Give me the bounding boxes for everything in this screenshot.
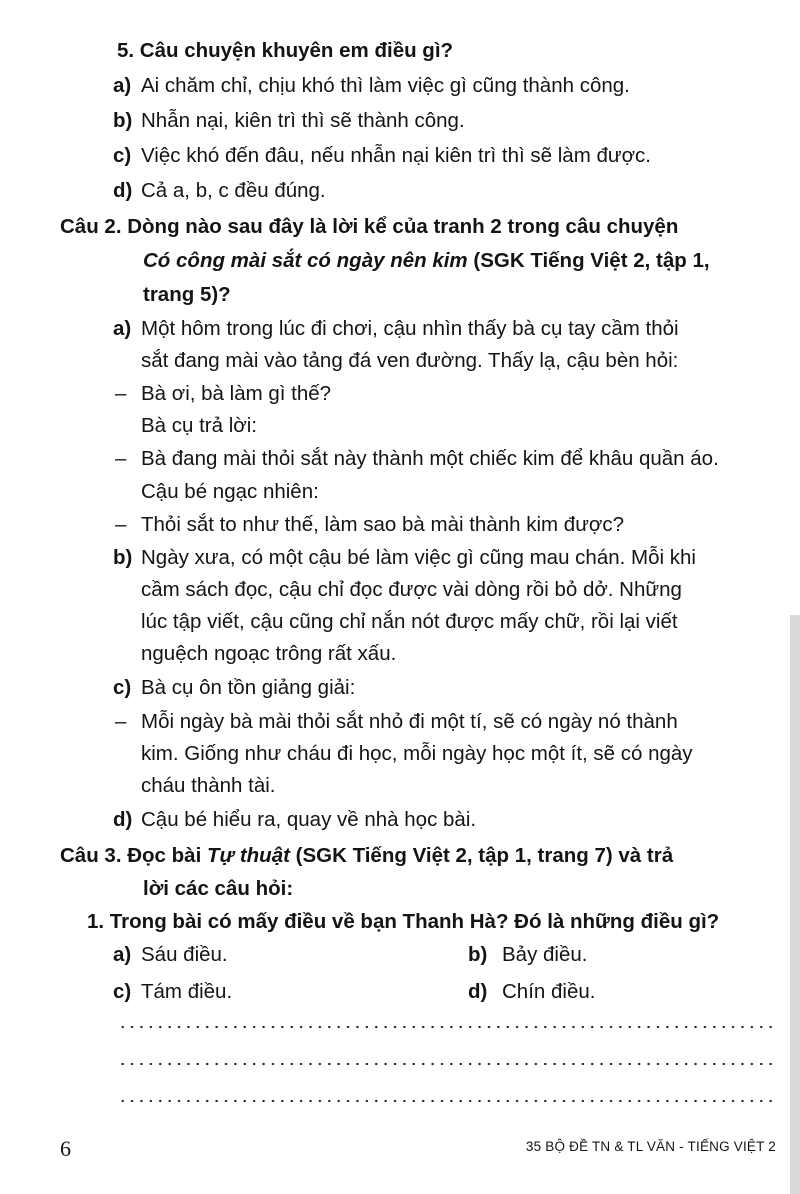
option-b-continued: nguệch ngoạc trông rất xấu. (141, 642, 397, 665)
option-a (113, 316, 679, 342)
dialogue-continued: cháu thành tài. (141, 774, 276, 797)
option-text: Bảy điều. (502, 943, 588, 966)
option-label: b) (113, 109, 133, 132)
dialogue-text: Mỗi ngày bà mài thỏi sắt nhỏ đi một tí, sẽ có ngày nó thành (141, 710, 678, 733)
option-label: b) (113, 546, 133, 569)
option-text: Ngày xưa, có một cậu bé làm việc gì cũng mau chán. Mỗi khi (141, 546, 696, 569)
option-text: Bà cụ ôn tồn giảng giải: (141, 676, 356, 699)
option-label: c) (113, 144, 132, 167)
option-label: d) (468, 980, 488, 1003)
dialogue-line (115, 446, 719, 472)
option-d (468, 979, 595, 1005)
question-3-line2: lời các câu hỏi: (143, 877, 294, 900)
story-title: Có công mài sắt có ngày nên kim (143, 249, 468, 272)
dialogue-line (115, 709, 678, 735)
option-label: d) (113, 179, 133, 202)
option-text: Chín điều. (502, 980, 596, 1003)
dialogue-text: Bà đang mài thỏi sắt này thành một chiếc kim để khâu quần áo. (141, 447, 719, 470)
option-label: a) (113, 74, 132, 97)
option-b-continued: lúc tập viết, cậu cũng chỉ nắn nót được mấy chữ, rồi lại viết (141, 610, 678, 633)
question-5-title: 5. Câu chuyện khuyên em điều gì? (117, 39, 454, 62)
option-b (113, 108, 465, 134)
question-label: Câu 3. (60, 844, 122, 867)
answer-dotted-line (118, 1062, 774, 1066)
option-label: a) (113, 317, 132, 340)
page-edge-shadow (790, 615, 800, 1194)
dash: – (115, 382, 127, 405)
option-b (468, 942, 587, 968)
question-2-line3: trang 5)? (143, 283, 231, 306)
dialogue-line (115, 381, 331, 407)
dash: – (115, 447, 127, 470)
option-c (113, 143, 651, 169)
option-label: d) (113, 808, 133, 831)
option-b-continued: cầm sách đọc, cậu chỉ đọc được vài dòng rồi bỏ dở. Những (141, 578, 682, 601)
option-c (113, 979, 232, 1005)
book-title-footer: 35 BỘ ĐỀ TN & TL VĂN - TIẾNG VIỆT 2 (525, 1139, 776, 1154)
question-text: (SGK Tiếng Việt 2, tập 1, trang 7) và trả (289, 844, 674, 867)
option-a (113, 942, 228, 968)
option-label: b) (468, 943, 488, 966)
option-text: Cậu bé hiểu ra, quay về nhà học bài. (141, 808, 477, 831)
question-3-line1 (60, 843, 673, 869)
option-label: a) (113, 943, 132, 966)
option-label: c) (113, 676, 132, 699)
narration-line: Bà cụ trả lời: (141, 414, 257, 437)
option-text: Sáu điều. (141, 943, 228, 966)
option-text: Việc khó đến đâu, nếu nhẫn nại kiên trì thì sẽ làm được. (141, 144, 651, 167)
narration-line: Cậu bé ngạc nhiên: (141, 480, 319, 503)
dialogue-line (115, 512, 624, 538)
question-text: (SGK Tiếng Việt 2, tập 1, (467, 249, 710, 272)
option-text: Tám điều. (141, 980, 233, 1003)
dialogue-text: Thỏi sắt to như thế, làm sao bà mài thành kim được? (141, 513, 625, 536)
option-text: Nhẫn nại, kiên trì thì sẽ thành công. (141, 109, 465, 132)
lesson-title: Tự thuật (206, 844, 290, 867)
question-label: Câu 2. (60, 215, 122, 238)
option-text: Một hôm trong lúc đi chơi, cậu nhìn thấy bà cụ tay cầm thỏi (141, 317, 679, 340)
option-b (113, 545, 696, 571)
option-a-continued: sắt đang mài vào tảng đá ven đường. Thấy lạ, cậu bèn hỏi: (141, 349, 679, 372)
answer-dotted-line (118, 1025, 774, 1029)
question-text: Dòng nào sau đây là lời kể của tranh 2 trong câu chuyện (127, 215, 679, 238)
answer-dotted-line (118, 1099, 774, 1103)
dialogue-text: Bà ơi, bà làm gì thế? (141, 382, 332, 405)
sub-question-1: 1. Trong bài có mấy điều về bạn Thanh Hà? Đó là những điều gì? (87, 910, 720, 933)
option-c (113, 675, 355, 701)
question-2-line1 (60, 214, 678, 240)
option-d (113, 178, 326, 204)
option-a (113, 73, 630, 99)
question-text: Đọc bài (127, 844, 207, 867)
option-text: Ai chăm chỉ, chịu khó thì làm việc gì cũng thành công. (141, 74, 630, 97)
dash: – (115, 710, 127, 733)
question-2-line2 (143, 248, 710, 274)
option-text: Cả a, b, c đều đúng. (141, 179, 326, 202)
dash: – (115, 513, 127, 536)
option-d (113, 807, 476, 833)
dialogue-continued: kim. Giống như cháu đi học, mỗi ngày học một ít, sẽ có ngày (141, 742, 693, 765)
option-label: c) (113, 980, 132, 1003)
page-number: 6 (60, 1136, 71, 1161)
